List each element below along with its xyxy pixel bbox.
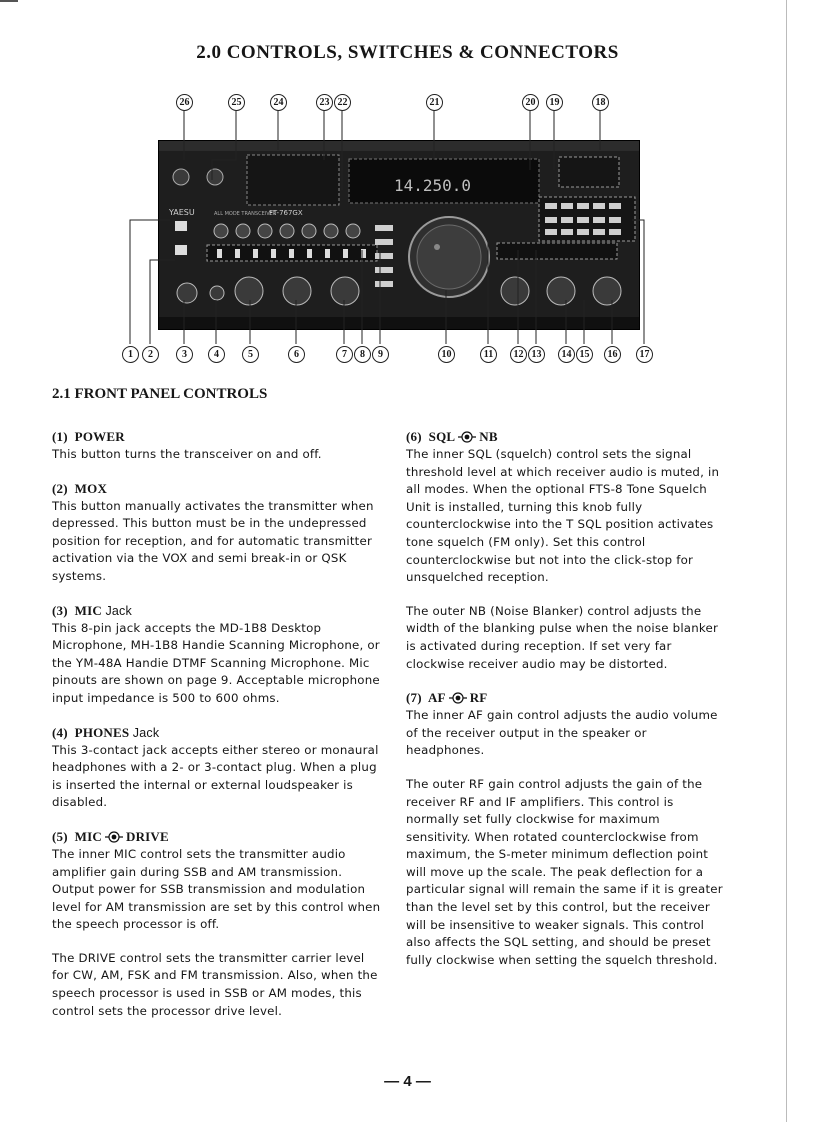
- callout-24: 24: [270, 94, 287, 111]
- item-af-rf: [406, 689, 728, 969]
- item-body: This button manually activates the transmitter when depressed. This button must be in the undepressed position for reception, and for automatic transmitter activation via the VOX and semi break-in or QSK systems.: [52, 498, 374, 583]
- callout-14: 14: [558, 346, 575, 363]
- item-power: [52, 428, 382, 464]
- callout-8: 8: [354, 346, 371, 363]
- item-number: (5): [52, 828, 68, 844]
- callout-20: 20: [522, 94, 539, 111]
- item-mic-jack: [52, 602, 382, 708]
- item-name-inner: AF: [427, 690, 446, 706]
- item-suffix: Jack: [132, 725, 160, 740]
- item-phones-jack: [52, 724, 382, 812]
- item-suffix: Jack: [105, 603, 132, 618]
- item-number: (1): [52, 429, 68, 444]
- item-body: The outer NB (Noise Blanker) control adjusts the width of the blanking pulse when the noise blanker is activated during reception. If set very far clockwise receiver audio may be distorted.: [406, 603, 719, 671]
- callout-19: 19: [546, 94, 563, 111]
- item-heading: [52, 602, 382, 620]
- callout-5: 5: [242, 346, 259, 363]
- concentric-knob-icon: [449, 692, 467, 704]
- item-mic-drive: [52, 828, 382, 1020]
- page-title: 2.0 CONTROLS, SWITCHES & CONNECTORS: [196, 42, 619, 63]
- item-heading: [52, 724, 382, 742]
- item-name: POWER: [74, 429, 125, 444]
- item-name: MIC: [74, 602, 102, 618]
- item-name-outer: RF: [469, 690, 488, 706]
- item-number: (6): [406, 429, 422, 444]
- callout-4: 4: [208, 346, 225, 363]
- item-name-inner: SQL: [428, 429, 456, 444]
- model-label: FT-767GX: [269, 209, 303, 217]
- item-body: The inner SQL (squelch) control sets the signal threshold level at which receiver audio is muted, in all modes. When the optional FTS-8 Tone Squelch Unit is installed, turning this knob fully counterclockwise into the T SQL position activates tone squelch (FM only). Set this control counterclockwise but not into the click-stop for unsquelched reception.: [406, 447, 720, 585]
- item-body: The outer RF gain control adjusts the gain of the receiver RF and IF amplifiers. This control is normally set fully clockwise for maximum sensitivity. When rotated counterclockwise from maximum, the S-meter minimum deflection point will move up the scale. The peak deflection for a particular signal will remain the same if it is greater than the level set by this control, but the receiver will be insensitive to weaker signals. This control also affects the SQL setting, and should be preset fully clockwise when setting the squelch threshold.: [406, 776, 723, 967]
- concentric-knob-icon: [458, 431, 476, 443]
- item-name-outer: NB: [479, 429, 498, 444]
- item-number: (3): [52, 602, 68, 618]
- brand-label: YAESU: [169, 208, 195, 217]
- item-number: (2): [52, 480, 68, 496]
- callout-22: 22: [334, 94, 351, 111]
- left-column: [52, 428, 382, 1036]
- callout-23: 23: [316, 94, 333, 111]
- item-sql-nb: [406, 428, 728, 673]
- frequency-display: 14.250.0: [394, 176, 472, 195]
- item-body: The inner AF gain control adjusts the audio volume of the receiver output in the speaker or headphones.: [406, 708, 718, 758]
- item-number: (4): [52, 724, 68, 740]
- right-edge-line: [786, 0, 787, 1122]
- transceiver-front-panel-photo: [158, 140, 640, 330]
- item-heading: [406, 428, 728, 446]
- item-name: MOX: [74, 480, 108, 496]
- callout-9: 9: [372, 346, 389, 363]
- item-name-inner: MIC: [74, 828, 102, 844]
- callout-10: 10: [438, 346, 455, 363]
- front-panel-drawing: [159, 141, 639, 329]
- callout-3: 3: [176, 346, 193, 363]
- item-heading: [406, 689, 728, 707]
- item-body: The DRIVE control sets the transmitter carrier level for CW, AM, FSK and FM transmission. Also, when the speech processor is used in SSB or AM modes, this control sets the processor drive level.: [52, 950, 378, 1018]
- item-name: PHONES: [74, 724, 130, 740]
- callout-21: 21: [426, 94, 443, 111]
- page-number: — 4 —: [384, 1073, 431, 1090]
- section-heading: 2.1 FRONT PANEL CONTROLS: [52, 386, 268, 402]
- callout-25: 25: [228, 94, 245, 111]
- concentric-knob-icon: [105, 831, 123, 843]
- callout-16: 16: [604, 346, 621, 363]
- callout-2: 2: [142, 346, 159, 363]
- callout-15: 15: [576, 346, 593, 363]
- item-heading: [52, 480, 382, 498]
- callout-18: 18: [592, 94, 609, 111]
- callout-6: 6: [288, 346, 305, 363]
- callout-11: 11: [480, 346, 497, 363]
- item-body: This button turns the transceiver on and off.: [52, 447, 322, 461]
- item-body: This 3-contact jack accepts either stereo or monaural headphones with a 2- or 3-contact plug. When a plug is inserted the internal or external loudspeaker is disabled.: [52, 742, 379, 810]
- model-caption: ALL MODE TRANSCEIVER: [214, 211, 277, 217]
- right-column: [406, 428, 728, 985]
- callout-17: 17: [636, 346, 653, 363]
- item-mox: [52, 480, 382, 586]
- item-name-outer: DRIVE: [126, 828, 169, 844]
- callout-1: 1: [122, 346, 139, 363]
- item-body: This 8-pin jack accepts the MD-1B8 Desktop Microphone, MH-1B8 Handie Scanning Microphone, or the YM-48A Handie DTMF Scanning Microphone. Mic pinouts are shown on page 9. Acceptable microphone input impedance is 500 to 600 ohms.: [52, 620, 380, 705]
- callout-7: 7: [336, 346, 353, 363]
- item-heading: [52, 828, 382, 846]
- item-body: The inner MIC control sets the transmitter audio amplifier gain during SSB and AM transmission. Output power for SSB transmission and modulation level for AM transmission are set by this control when the speech processor is off.: [52, 846, 381, 932]
- item-heading: [52, 428, 382, 446]
- item-number: (7): [406, 690, 422, 706]
- callout-26: 26: [176, 94, 193, 111]
- callout-12: 12: [510, 346, 527, 363]
- callout-13: 13: [528, 346, 545, 363]
- corner-mark: [0, 0, 18, 2]
